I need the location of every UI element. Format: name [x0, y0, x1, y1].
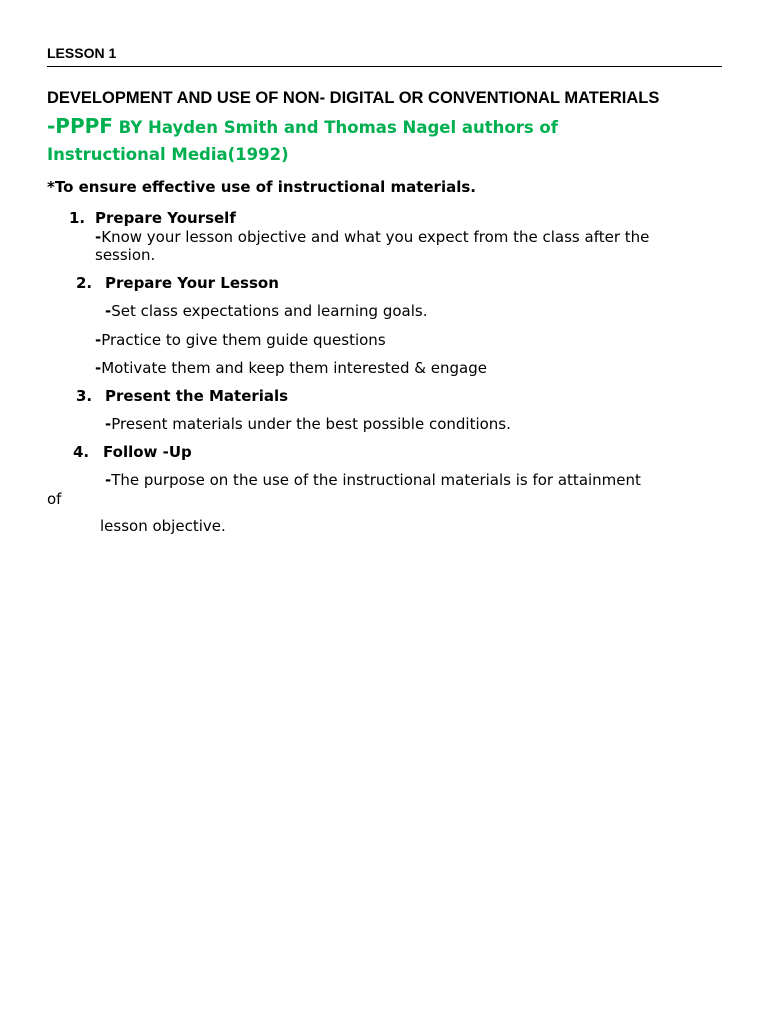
item-4-line-1-text: The purpose on the use of the instructional materials is for attainment [111, 471, 641, 489]
item-2-line-2-text: Practice to give them guide questions [101, 331, 386, 349]
dash: - [95, 331, 102, 349]
subtitle-authors: BY Hayden Smith and Thomas Nagel authors of [112, 118, 558, 137]
lesson-heading: LESSON 1 [47, 45, 117, 61]
item-2-line-2 [95, 331, 386, 349]
header-rule [47, 66, 722, 67]
item-3-line-1 [105, 415, 511, 433]
item-1-line-1 [95, 228, 649, 246]
dash: - [105, 415, 112, 433]
item-1-number: 1. [69, 209, 86, 227]
item-4-title: Follow -Up [103, 443, 192, 461]
item-1-title: Prepare Yourself [95, 209, 236, 227]
pppf-acronym: -PPPF [47, 114, 113, 138]
dash: - [95, 359, 102, 377]
item-4-line-2: lesson objective. [100, 517, 226, 535]
item-2-title: Prepare Your Lesson [105, 274, 279, 292]
item-2-line-3 [95, 359, 487, 377]
dash: - [95, 228, 102, 246]
item-4-line-1 [105, 471, 641, 489]
item-3-line-1-text: Present materials under the best possible conditions. [111, 415, 511, 433]
item-3-number: 3. [76, 387, 93, 405]
item-2-line-1 [105, 302, 427, 320]
item-1-line-2: session. [95, 246, 156, 264]
item-4-line-wrap: of [47, 490, 62, 508]
dash: - [105, 471, 112, 489]
item-4-number: 4. [73, 443, 90, 461]
item-1-line-1-text: Know your lesson objective and what you expect from the class after the [101, 228, 650, 246]
item-2-line-3-text: Motivate them and keep them interested & engage [101, 359, 487, 377]
document-title: DEVELOPMENT AND USE OF NON- DIGITAL OR CONVENTIONAL MATERIALS [47, 89, 660, 107]
subtitle-line-2: Instructional Media(1992) [47, 145, 289, 164]
item-2-number: 2. [76, 274, 93, 292]
purpose-statement: *To ensure effective use of instructional materials. [47, 178, 476, 196]
item-2-line-1-text: Set class expectations and learning goals. [111, 302, 428, 320]
dash: - [105, 302, 112, 320]
item-3-title: Present the Materials [105, 387, 289, 405]
subtitle-line-1 [47, 114, 558, 138]
